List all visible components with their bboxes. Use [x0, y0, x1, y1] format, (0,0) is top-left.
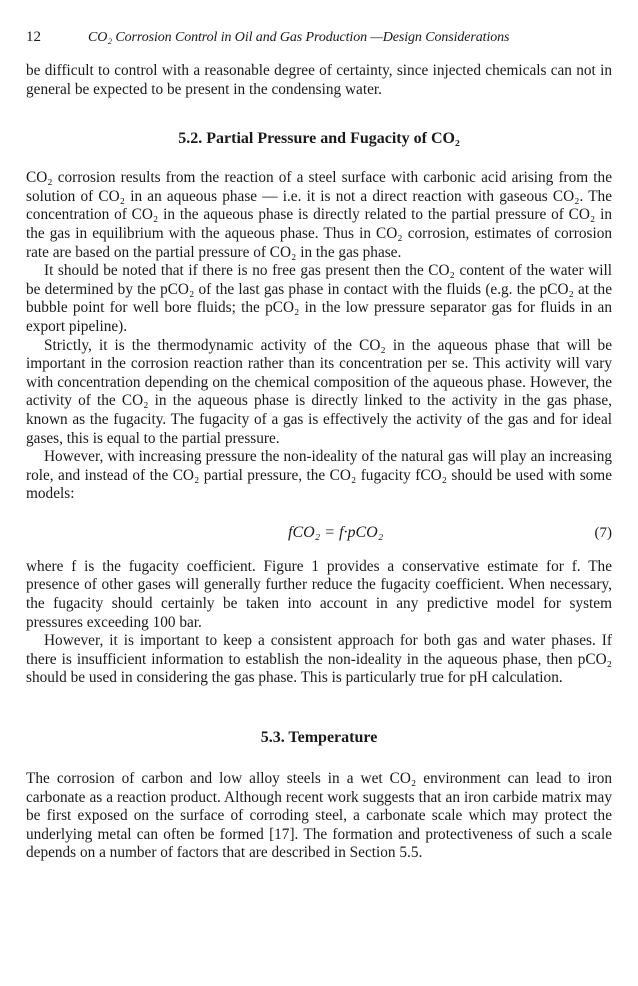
paragraph: The corrosion of carbon and low alloy steels in a wet CO₂ environment can lead to iron carbonate as a reaction product. Although recent work suggests that an iron carbide matrix may be first exposed on the surface of corroding steel, a carbonate scale which may protect the underlying metal can often be formed [17]. The formation and protectiveness of such a scale depends on a number of factors that are described in Section 5.5.	[26, 770, 612, 862]
section-heading-5-3: 5.3. Temperature	[260, 729, 378, 747]
running-title: CO₂ Corrosion Control in Oil and Gas Production —Design Considerations	[88, 30, 510, 45]
equation-number: (7)	[594, 524, 612, 541]
paragraph: However, with increasing pressure the non-ideality of the natural gas will play an increasing role, and instead of the CO₂ partial pressure, the CO₂ fugacity fCO₂ should be used with some models:	[26, 448, 612, 503]
equation-expression: fCO₂ = f·pCO₂	[288, 523, 384, 541]
paragraph: However, it is important to keep a consistent approach for both gas and water phases. If there is insufficient information to establish the non-ideality in the aqueous phase, then pCO₂ should be used in considering the gas phase. This is particularly true for pH calculation.	[26, 632, 612, 687]
paragraph: CO₂ corrosion results from the reaction of a steel surface with carbonic acid arising from the solution of CO₂ in an aqueous phase — i.e. it is not a direct reaction with gaseous CO₂. The concentration of CO₂ in the aqueous phase is directly related to the partial pressure of CO₂ in the gas in equilibrium with the aqueous phase. Thus in CO₂ corrosion, estimates of corrosion rate are based on the partial pressure of CO₂ in the gas phase.	[26, 169, 612, 261]
paragraph: It should be noted that if there is no free gas present then the CO₂ content of the water will be determined by the pCO₂ of the last gas phase in contact with the fluids (e.g. the pCO₂ at the bubble point for well bore fluids; the pCO₂ in the low pressure separator gas for fluids in an export pipeline).	[26, 262, 612, 335]
running-head	[26, 28, 612, 50]
equation-7	[26, 514, 612, 556]
section-heading-5-2: 5.2. Partial Pressure and Fugacity of CO₂	[178, 130, 460, 148]
page-number: 12	[26, 29, 41, 45]
continuation-paragraph: be difficult to control with a reasonable degree of certainty, since injected chemicals can not in general be expected to be present in the condensing water.	[26, 62, 612, 98]
paragraph: where f is the fugacity coefficient. Figure 1 provides a conservative estimate for f. The presence of other gases will generally further reduce the fugacity coefficient. When necessary, the fugacity should certainly be taken into account in any predictive model for system pressures exceeding 100 bar.	[26, 557, 612, 631]
paragraph: Strictly, it is the thermodynamic activity of the CO₂ in the aqueous phase that will be important in the corrosion reaction rather than its concentration per se. This activity will vary with concentration depending on the chemical composition of the aqueous phase. However, the activity of the CO₂ in the aqueous phase is directly linked to the activity in the gas phase, known as the fugacity. The fugacity of a gas is effectively the activity of the gas and for ideal gases, this is equal to the partial pressure.	[26, 336, 612, 447]
